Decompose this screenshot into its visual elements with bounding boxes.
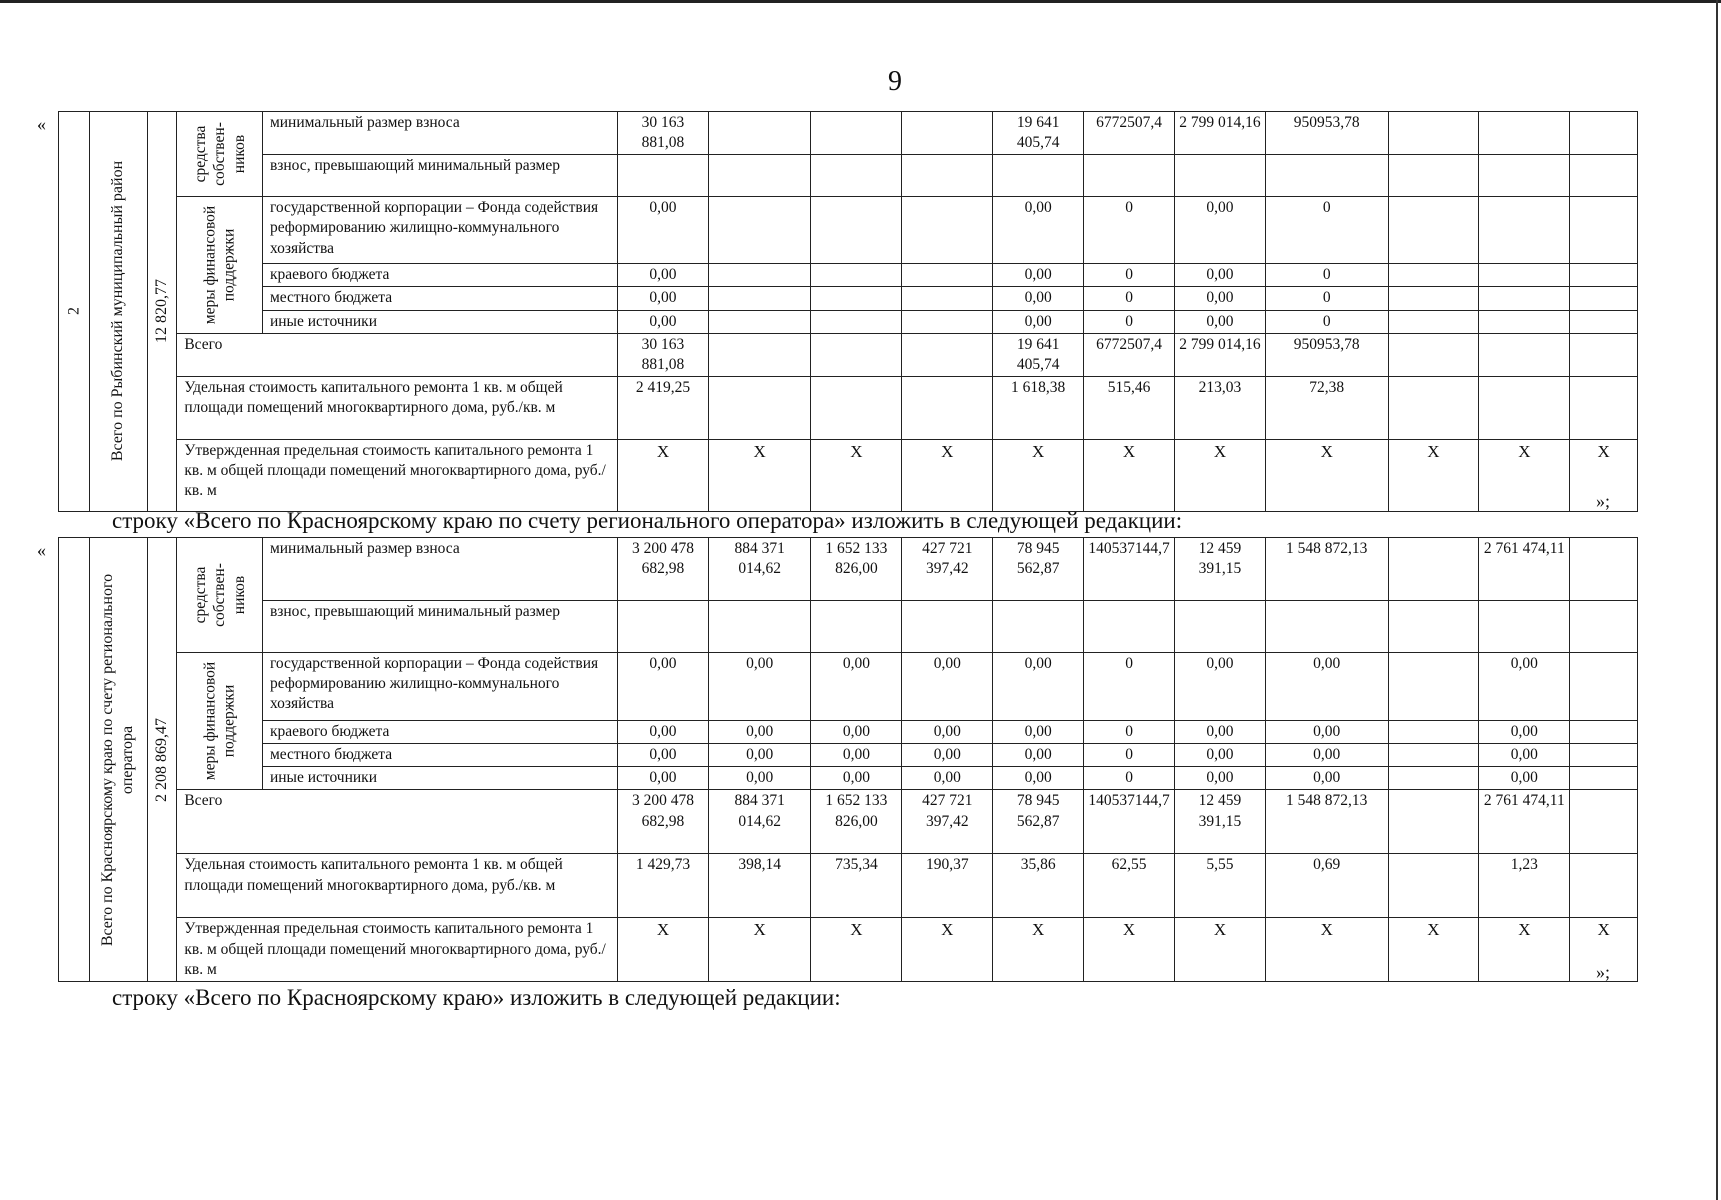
value-cell-limit-cost-col-6: X (1084, 439, 1175, 511)
value-cell-min-col-5: 19 641 405,74 (993, 112, 1084, 155)
value-cell-limit-cost-col-6: X (1084, 918, 1175, 982)
regional-budget-label: краевого бюджета (262, 721, 617, 744)
value-cell-regional-col-7: 0,00 (1175, 721, 1266, 744)
value-cell-local-col-2 (708, 287, 811, 310)
quote-open-1: « (37, 114, 46, 134)
row-number-cell (59, 538, 90, 982)
value-cell-total-col-5: 78 945 562,87 (993, 790, 1084, 854)
value-cell-min-col-4: 427 721 397,42 (902, 538, 993, 601)
value-cell-total-col-1: 3 200 478 682,98 (618, 790, 709, 854)
value-cell-local-col-6: 0 (1084, 744, 1175, 767)
value-cell-other-col-6: 0 (1084, 310, 1175, 333)
value-cell-limit-cost-col-10: X (1479, 918, 1570, 982)
value-cell-unit-cost-col-9 (1388, 376, 1479, 439)
value-cell-min-col-8: 950953,78 (1265, 112, 1388, 155)
value-cell-regional-col-1: 0,00 (618, 264, 709, 287)
value-cell-total-col-6: 6772507,4 (1084, 333, 1175, 376)
value-cell-limit-cost-col-11: X (1570, 918, 1638, 982)
total-label: Всего (177, 790, 618, 854)
value-cell-fund-col-4 (902, 197, 993, 264)
value-cell-other-col-4 (902, 310, 993, 333)
value-cell-other-col-9 (1388, 767, 1479, 790)
top-border-line (0, 0, 1721, 3)
value-cell-over-col-8 (1265, 601, 1388, 653)
total-label: Всего (177, 333, 618, 376)
value-cell-unit-cost-col-11 (1570, 376, 1638, 439)
value-cell-over-col-2 (708, 601, 811, 653)
fund-label: государственной корпорации – Фонда содействия реформированию жилищно-коммунального хозяйства (262, 197, 617, 264)
value-cell-limit-cost-col-1: X (618, 439, 709, 511)
unit-cost-label: Удельная стоимость капитального ремонта 1 кв. м общей площади помещений многоквартирного дома, руб./кв. м (177, 376, 618, 439)
value-cell-other-col-11 (1570, 767, 1638, 790)
value-cell-other-col-4: 0,00 (902, 767, 993, 790)
value-cell-local-col-4: 0,00 (902, 744, 993, 767)
value-cell-fund-col-10: 0,00 (1479, 653, 1570, 721)
value-cell-min-col-9 (1388, 538, 1479, 601)
value-cell-over-col-5 (993, 601, 1084, 653)
value-cell-limit-cost-col-5: X (993, 918, 1084, 982)
value-cell-local-col-1: 0,00 (618, 744, 709, 767)
value-cell-limit-cost-col-9: X (1388, 918, 1479, 982)
value-cell-other-col-8: 0 (1265, 310, 1388, 333)
value-cell-total-col-11 (1570, 333, 1638, 376)
value-cell-min-col-1: 30 163 881,08 (618, 112, 709, 155)
value-cell-regional-col-8: 0,00 (1265, 721, 1388, 744)
value-cell-regional-col-7: 0,00 (1175, 264, 1266, 287)
value-cell-regional-col-5: 0,00 (993, 721, 1084, 744)
value-cell-local-col-9 (1388, 744, 1479, 767)
value-cell-local-col-5: 0,00 (993, 744, 1084, 767)
value-cell-other-col-2 (708, 310, 811, 333)
value-cell-total-col-2 (708, 333, 811, 376)
value-cell-over-col-10 (1479, 601, 1570, 653)
min-contribution-label: минимальный размер взноса (262, 112, 617, 155)
over-min-contribution-label: взнос, превышающий минимальный размер (262, 155, 617, 197)
value-cell-unit-cost-col-1: 2 419,25 (618, 376, 709, 439)
value-cell-over-col-3 (811, 601, 902, 653)
value-cell-fund-col-6: 0 (1084, 197, 1175, 264)
instruction-line-1: строку «Всего по Красноярскому краю по счету регионального оператора» изложить в следующей редакции: (112, 508, 1183, 533)
value-cell-min-col-7: 12 459 391,15 (1175, 538, 1266, 601)
value-cell-unit-cost-col-4 (902, 376, 993, 439)
value-cell-total-col-7: 12 459 391,15 (1175, 790, 1266, 854)
value-cell-fund-col-6: 0 (1084, 653, 1175, 721)
value-cell-regional-col-9 (1388, 264, 1479, 287)
value-cell-unit-cost-col-10: 1,23 (1479, 854, 1570, 918)
limit-cost-label: Утвержденная предельная стоимость капитального ремонта 1 кв. м общей площади помещений многоквартирного дома, руб./кв. м (177, 918, 618, 982)
row-number: 2 (65, 307, 83, 316)
value-cell-limit-cost-col-8: X (1265, 918, 1388, 982)
value-cell-min-col-2 (708, 112, 811, 155)
value-cell-fund-col-4: 0,00 (902, 653, 993, 721)
value-cell-total-col-8: 1 548 872,13 (1265, 790, 1388, 854)
unit-cost-label: Удельная стоимость капитального ремонта 1 кв. м общей площади помещений многоквартирного дома, руб./кв. м (177, 854, 618, 918)
value-cell-other-col-7: 0,00 (1175, 310, 1266, 333)
value-cell-total-col-4: 427 721 397,42 (902, 790, 993, 854)
value-cell-limit-cost-col-3: X (811, 918, 902, 982)
value-cell-limit-cost-col-7: X (1175, 918, 1266, 982)
value-cell-local-col-3 (811, 287, 902, 310)
support-measures-label: меры финансовой поддержки (201, 661, 238, 781)
value-cell-local-col-7: 0,00 (1175, 287, 1266, 310)
value-cell-min-col-3: 1 652 133 826,00 (811, 538, 902, 601)
quote-close-2: »; (1596, 962, 1611, 982)
value-cell-over-col-5 (993, 155, 1084, 197)
value-cell-other-col-5: 0,00 (993, 310, 1084, 333)
value-cell-fund-col-3 (811, 197, 902, 264)
value-cell-regional-col-1: 0,00 (618, 721, 709, 744)
value-cell-local-col-5: 0,00 (993, 287, 1084, 310)
value-cell-total-col-5: 19 641 405,74 (993, 333, 1084, 376)
value-cell-limit-cost-col-5: X (993, 439, 1084, 511)
value-cell-min-col-8: 1 548 872,13 (1265, 538, 1388, 601)
value-cell-fund-col-1: 0,00 (618, 653, 709, 721)
value-cell-regional-col-10: 0,00 (1479, 721, 1570, 744)
value-cell-unit-cost-col-5: 35,86 (993, 854, 1084, 918)
value-cell-fund-col-9 (1388, 653, 1479, 721)
value-cell-over-col-2 (708, 155, 811, 197)
value-cell-regional-col-2 (708, 264, 811, 287)
value-cell-other-col-8: 0,00 (1265, 767, 1388, 790)
value-cell-total-col-4 (902, 333, 993, 376)
value-cell-total-col-11 (1570, 790, 1638, 854)
min-contribution-label: минимальный размер взноса (262, 538, 617, 601)
value-cell-limit-cost-col-9: X (1388, 439, 1479, 511)
value-cell-fund-col-3: 0,00 (811, 653, 902, 721)
value-cell-over-col-9 (1388, 601, 1479, 653)
total-area: 2 208 869,47 (153, 717, 171, 802)
value-cell-over-col-7 (1175, 155, 1266, 197)
value-cell-over-col-6 (1084, 155, 1175, 197)
value-cell-limit-cost-col-4: X (902, 439, 993, 511)
budget-table-rybinsky (58, 111, 1638, 512)
value-cell-min-col-2: 884 371 014,62 (708, 538, 811, 601)
value-cell-fund-col-7: 0,00 (1175, 197, 1266, 264)
value-cell-local-col-6: 0 (1084, 287, 1175, 310)
value-cell-regional-col-9 (1388, 721, 1479, 744)
value-cell-over-col-7 (1175, 601, 1266, 653)
value-cell-other-col-3 (811, 310, 902, 333)
value-cell-regional-col-11 (1570, 721, 1638, 744)
local-budget-label: местного бюджета (262, 744, 617, 767)
area-cell (147, 112, 177, 512)
other-sources-label: иные источники (262, 767, 617, 790)
value-cell-min-col-1: 3 200 478 682,98 (618, 538, 709, 601)
value-cell-local-col-10: 0,00 (1479, 744, 1570, 767)
value-cell-min-col-11 (1570, 538, 1638, 601)
value-cell-min-col-4 (902, 112, 993, 155)
value-cell-regional-col-11 (1570, 264, 1638, 287)
instruction-line-2: строку «Всего по Красноярскому краю» изложить в следующей редакции: (112, 985, 841, 1010)
support-measures-label: меры финансовой поддержки (201, 205, 238, 325)
value-cell-min-col-5: 78 945 562,87 (993, 538, 1084, 601)
value-cell-over-col-3 (811, 155, 902, 197)
value-cell-min-col-6: 6772507,4 (1084, 112, 1175, 155)
value-cell-local-col-7: 0,00 (1175, 744, 1266, 767)
value-cell-local-col-11 (1570, 287, 1638, 310)
value-cell-min-col-11 (1570, 112, 1638, 155)
quote-open-2: « (37, 540, 46, 560)
value-cell-min-col-10: 2 761 474,11 (1479, 538, 1570, 601)
value-cell-regional-col-3: 0,00 (811, 721, 902, 744)
value-cell-local-col-3: 0,00 (811, 744, 902, 767)
value-cell-regional-col-6: 0 (1084, 721, 1175, 744)
value-cell-other-col-1: 0,00 (618, 767, 709, 790)
value-cell-limit-cost-col-8: X (1265, 439, 1388, 511)
value-cell-local-col-11 (1570, 744, 1638, 767)
value-cell-unit-cost-col-2: 398,14 (708, 854, 811, 918)
value-cell-total-col-9 (1388, 333, 1479, 376)
value-cell-limit-cost-col-2: X (708, 439, 811, 511)
regional-budget-label: краевого бюджета (262, 264, 617, 287)
owners-funds-cell (177, 112, 263, 197)
support-measures-cell (177, 653, 263, 790)
value-cell-fund-col-1: 0,00 (618, 197, 709, 264)
value-cell-fund-col-5: 0,00 (993, 197, 1084, 264)
value-cell-other-col-5: 0,00 (993, 767, 1084, 790)
value-cell-fund-col-5: 0,00 (993, 653, 1084, 721)
value-cell-over-col-1 (618, 601, 709, 653)
value-cell-regional-col-4: 0,00 (902, 721, 993, 744)
value-cell-local-col-4 (902, 287, 993, 310)
value-cell-unit-cost-col-8: 72,38 (1265, 376, 1388, 439)
value-cell-unit-cost-col-9 (1388, 854, 1479, 918)
value-cell-regional-col-4 (902, 264, 993, 287)
value-cell-other-col-1: 0,00 (618, 310, 709, 333)
budget-table-krasnoyarsk-operator (58, 537, 1638, 982)
value-cell-total-col-10: 2 761 474,11 (1479, 790, 1570, 854)
value-cell-local-col-8: 0 (1265, 287, 1388, 310)
value-cell-over-col-9 (1388, 155, 1479, 197)
value-cell-unit-cost-col-1: 1 429,73 (618, 854, 709, 918)
support-measures-cell (177, 197, 263, 333)
territory-name: Всего по Красноярскому краю по счету регионального оператора (99, 573, 137, 946)
owners-funds-cell (177, 538, 263, 653)
value-cell-fund-col-11 (1570, 197, 1638, 264)
value-cell-unit-cost-col-7: 5,55 (1175, 854, 1266, 918)
value-cell-regional-col-3 (811, 264, 902, 287)
value-cell-limit-cost-col-3: X (811, 439, 902, 511)
page-number: 9 (888, 66, 902, 97)
value-cell-total-col-7: 2 799 014,16 (1175, 333, 1266, 376)
value-cell-limit-cost-col-2: X (708, 918, 811, 982)
value-cell-total-col-9 (1388, 790, 1479, 854)
value-cell-total-col-2: 884 371 014,62 (708, 790, 811, 854)
other-sources-label: иные источники (262, 310, 617, 333)
value-cell-limit-cost-col-1: X (618, 918, 709, 982)
value-cell-unit-cost-col-3 (811, 376, 902, 439)
value-cell-over-col-4 (902, 155, 993, 197)
value-cell-other-col-6: 0 (1084, 767, 1175, 790)
owners-funds-label: средства собствен-ников (191, 563, 248, 627)
value-cell-over-col-1 (618, 155, 709, 197)
value-cell-other-col-10 (1479, 310, 1570, 333)
value-cell-unit-cost-col-6: 62,55 (1084, 854, 1175, 918)
value-cell-local-col-1: 0,00 (618, 287, 709, 310)
value-cell-unit-cost-col-3: 735,34 (811, 854, 902, 918)
value-cell-total-col-3 (811, 333, 902, 376)
territory-name-cell (89, 538, 147, 982)
value-cell-limit-cost-col-7: X (1175, 439, 1266, 511)
value-cell-local-col-10 (1479, 287, 1570, 310)
value-cell-unit-cost-col-7: 213,03 (1175, 376, 1266, 439)
value-cell-local-col-8: 0,00 (1265, 744, 1388, 767)
value-cell-total-col-1: 30 163 881,08 (618, 333, 709, 376)
value-cell-total-col-10 (1479, 333, 1570, 376)
value-cell-other-col-10: 0,00 (1479, 767, 1570, 790)
value-cell-fund-col-10 (1479, 197, 1570, 264)
value-cell-other-col-2: 0,00 (708, 767, 811, 790)
area-cell (147, 538, 177, 982)
value-cell-min-col-6: 140537144,7 (1084, 538, 1175, 601)
value-cell-min-col-10 (1479, 112, 1570, 155)
value-cell-over-col-4 (902, 601, 993, 653)
over-min-contribution-label: взнос, превышающий минимальный размер (262, 601, 617, 653)
value-cell-local-col-9 (1388, 287, 1479, 310)
value-cell-over-col-8 (1265, 155, 1388, 197)
row-number-cell (59, 112, 90, 512)
value-cell-regional-col-10 (1479, 264, 1570, 287)
value-cell-total-col-3: 1 652 133 826,00 (811, 790, 902, 854)
value-cell-limit-cost-col-10: X (1479, 439, 1570, 511)
right-border-line (1716, 0, 1718, 1200)
value-cell-unit-cost-col-5: 1 618,38 (993, 376, 1084, 439)
value-cell-other-col-9 (1388, 310, 1479, 333)
value-cell-over-col-11 (1570, 601, 1638, 653)
value-cell-over-col-11 (1570, 155, 1638, 197)
value-cell-fund-col-8: 0 (1265, 197, 1388, 264)
value-cell-unit-cost-col-10 (1479, 376, 1570, 439)
value-cell-other-col-7: 0,00 (1175, 767, 1266, 790)
value-cell-fund-col-8: 0,00 (1265, 653, 1388, 721)
value-cell-fund-col-2: 0,00 (708, 653, 811, 721)
value-cell-fund-col-2 (708, 197, 811, 264)
value-cell-unit-cost-col-2 (708, 376, 811, 439)
value-cell-regional-col-8: 0 (1265, 264, 1388, 287)
fund-label: государственной корпорации – Фонда содействия реформированию жилищно-коммунального хозяйства (262, 653, 617, 721)
quote-close-1: »; (1596, 491, 1611, 511)
value-cell-over-col-10 (1479, 155, 1570, 197)
value-cell-fund-col-11 (1570, 653, 1638, 721)
value-cell-over-col-6 (1084, 601, 1175, 653)
value-cell-total-col-6: 140537144,7 (1084, 790, 1175, 854)
value-cell-other-col-11 (1570, 310, 1638, 333)
value-cell-regional-col-6: 0 (1084, 264, 1175, 287)
value-cell-unit-cost-col-8: 0,69 (1265, 854, 1388, 918)
total-area: 12 820,77 (153, 279, 171, 344)
value-cell-other-col-3: 0,00 (811, 767, 902, 790)
value-cell-limit-cost-col-11: X (1570, 439, 1638, 511)
value-cell-local-col-2: 0,00 (708, 744, 811, 767)
value-cell-fund-col-9 (1388, 197, 1479, 264)
value-cell-regional-col-2: 0,00 (708, 721, 811, 744)
value-cell-unit-cost-col-11 (1570, 854, 1638, 918)
value-cell-unit-cost-col-4: 190,37 (902, 854, 993, 918)
value-cell-limit-cost-col-4: X (902, 918, 993, 982)
value-cell-min-col-7: 2 799 014,16 (1175, 112, 1266, 155)
value-cell-unit-cost-col-6: 515,46 (1084, 376, 1175, 439)
owners-funds-label: средства собствен-ников (191, 122, 248, 187)
value-cell-min-col-3 (811, 112, 902, 155)
local-budget-label: местного бюджета (262, 287, 617, 310)
limit-cost-label: Утвержденная предельная стоимость капитального ремонта 1 кв. м общей площади помещений многоквартирного дома, руб./кв. м (177, 439, 618, 511)
territory-name-cell (89, 112, 147, 512)
value-cell-total-col-8: 950953,78 (1265, 333, 1388, 376)
value-cell-regional-col-5: 0,00 (993, 264, 1084, 287)
value-cell-min-col-9 (1388, 112, 1479, 155)
territory-name: Всего по Рыбинский муниципальный район (109, 161, 127, 462)
value-cell-fund-col-7: 0,00 (1175, 653, 1266, 721)
